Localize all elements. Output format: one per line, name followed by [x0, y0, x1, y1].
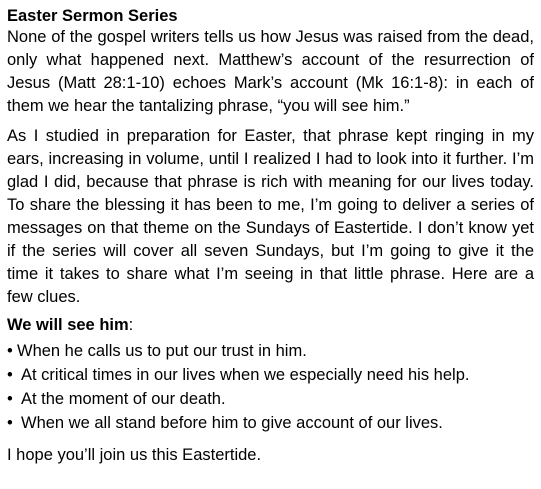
intro-paragraph: None of the gospel writers tells us how Jesus was raised from the dead, only what happened next. Matthew’s account of the resurrection of Jesus (Matt 28:1-10) echoes Mark’s account (Mk 16:1-8): in each of them we hear the tantalizing phrase, “you will see him.” [7, 28, 534, 115]
list-item-text: At the moment of our death. [21, 390, 226, 408]
list-heading [7, 314, 534, 337]
list-heading-text: We will see him [7, 316, 129, 334]
closing-paragraph: I hope you’ll join us this Eastertide. [7, 446, 262, 464]
list-item-text: At critical times in our lives when we especially need his help. [21, 366, 470, 384]
document-title: Easter Sermon Series [7, 7, 178, 25]
bullet-icon: • [7, 414, 13, 432]
list-item-text: When we all stand before him to give account of our lives. [21, 414, 443, 432]
list-item [7, 339, 534, 363]
list-item [7, 363, 534, 387]
bullet-icon: • [7, 342, 13, 360]
bullet-icon: • [7, 366, 13, 384]
list-item [7, 411, 534, 435]
list-item [7, 387, 534, 411]
list-item-text: When he calls us to put our trust in him. [17, 342, 307, 360]
bullet-icon: • [7, 390, 13, 408]
study-paragraph: As I studied in preparation for Easter, that phrase kept ringing in my ears, increasing in volume, until I realized I had to look into it further. I’m glad I did, because that phrase is rich with meaning for our lives today. To share the blessing it has been to me, I’m going to deliver a series of messages on that theme on the Sundays of Eastertide. I don’t know yet if the series will cover all seven Sundays, but I’m going to give it the time it takes to share what I’m seeing in that little phrase. Here are a few clues. [7, 127, 534, 306]
see-him-list [7, 339, 534, 435]
list-heading-colon: : [128, 316, 134, 334]
